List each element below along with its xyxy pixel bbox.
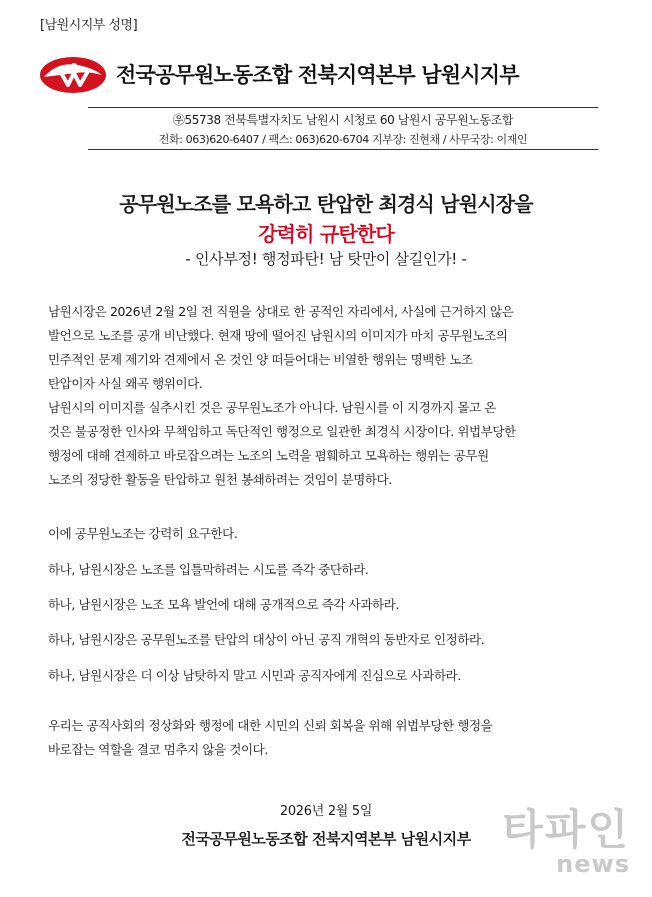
statement-date: 2026년 2월 5일 [279, 804, 373, 819]
header-divider-bottom [88, 149, 598, 150]
letterhead [38, 50, 618, 98]
headline-emphasis: 강력히 규탄한다 [258, 222, 394, 246]
closing-paragraph [48, 714, 613, 762]
watermark [502, 805, 630, 878]
closing-line: 우리는 공직사회의 정상화와 행정에 대한 시민의 신뢰 회복을 위해 위법부당한 행정을 [48, 718, 493, 733]
body-paragraph [48, 300, 613, 492]
subtitle: - 인사부정! 행정파탄! 남 탓만이 살길인가! - [185, 250, 467, 268]
demand-item: 하나, 남원시장은 공무원노조를 탄압의 대상이 아닌 공직 개혁의 동반자로 인정하라. [48, 632, 485, 647]
body-line: 민주적인 문제 제기와 견제에서 온 것인 양 떠들어대는 비열한 행위는 명백한 노조 [48, 352, 473, 367]
signature: 전국공무원노동조합 전북지역본부 남원시지부 [181, 830, 471, 848]
headline: 공무원노조를 모욕하고 탄압한 최경식 남원시장을 [119, 192, 533, 216]
demand-item: 하나, 남원시장은 노조를 입틀막하려는 시도를 즉각 중단하라. [48, 562, 369, 577]
watermark-logo-text: 타파인 [502, 805, 630, 854]
header-divider-top [88, 107, 598, 108]
contact-info: 전화: 063)620-6407 / 팩스: 063)620-6704 지부장: 진현채 / 사무국장: 이재인 [158, 133, 528, 146]
body-line: 남원시의 이미지를 실추시킨 것은 공무원노조가 아니다. 남원시를 이 지경까지 몰고 온 [48, 400, 496, 415]
body-line: 발언으로 노조를 공개 비난했다. 현재 땅에 떨어진 남원시의 이미지가 마치 공무원노조의 [48, 328, 508, 343]
statement-tag: [남원시지부 성명] [40, 18, 138, 33]
demand-item: 하나, 남원시장은 노조 모욕 발언에 대해 공개적으로 즉각 사과하라. [48, 597, 399, 612]
body-line: 탄압이자 사실 왜곡 행위이다. [48, 376, 203, 391]
union-logo-icon [38, 53, 108, 95]
demand-intro: 이에 공무원노조는 강력히 요구한다. [48, 526, 238, 541]
demand-item: 하나, 남원시장은 더 이상 남탓하지 말고 시민과 공직자에게 진심으로 사과하라. [48, 668, 461, 683]
watermark-news-text: news [556, 850, 630, 878]
body-line: 것은 불공정한 인사와 무책임하고 독단적인 행정으로 일관한 최경식 시장이다. 위법부당한 [48, 424, 516, 439]
closing-line: 바로잡는 역할을 결코 멈추지 않을 것이다. [48, 742, 268, 757]
address: ㉾55738 전북특별자치도 남원시 시청로 60 남원시 공무원노동조합 [172, 113, 514, 127]
body-line: 행정에 대해 견제하고 바로잡으려는 노조의 노력을 폄훼하고 모욕하는 행위는 공무원 [48, 448, 489, 463]
org-name: 전국공무원노동조합 전북지역본부 남원시지부 [116, 62, 519, 87]
body-line: 남원시장은 2026년 2월 2일 전 직원을 상대로 한 공적인 자리에서, 사실에 근거하지 않은 [48, 304, 514, 319]
body-line: 노조의 정당한 활동을 탄압하고 원천 봉쇄하려는 것임이 분명하다. [48, 472, 392, 487]
